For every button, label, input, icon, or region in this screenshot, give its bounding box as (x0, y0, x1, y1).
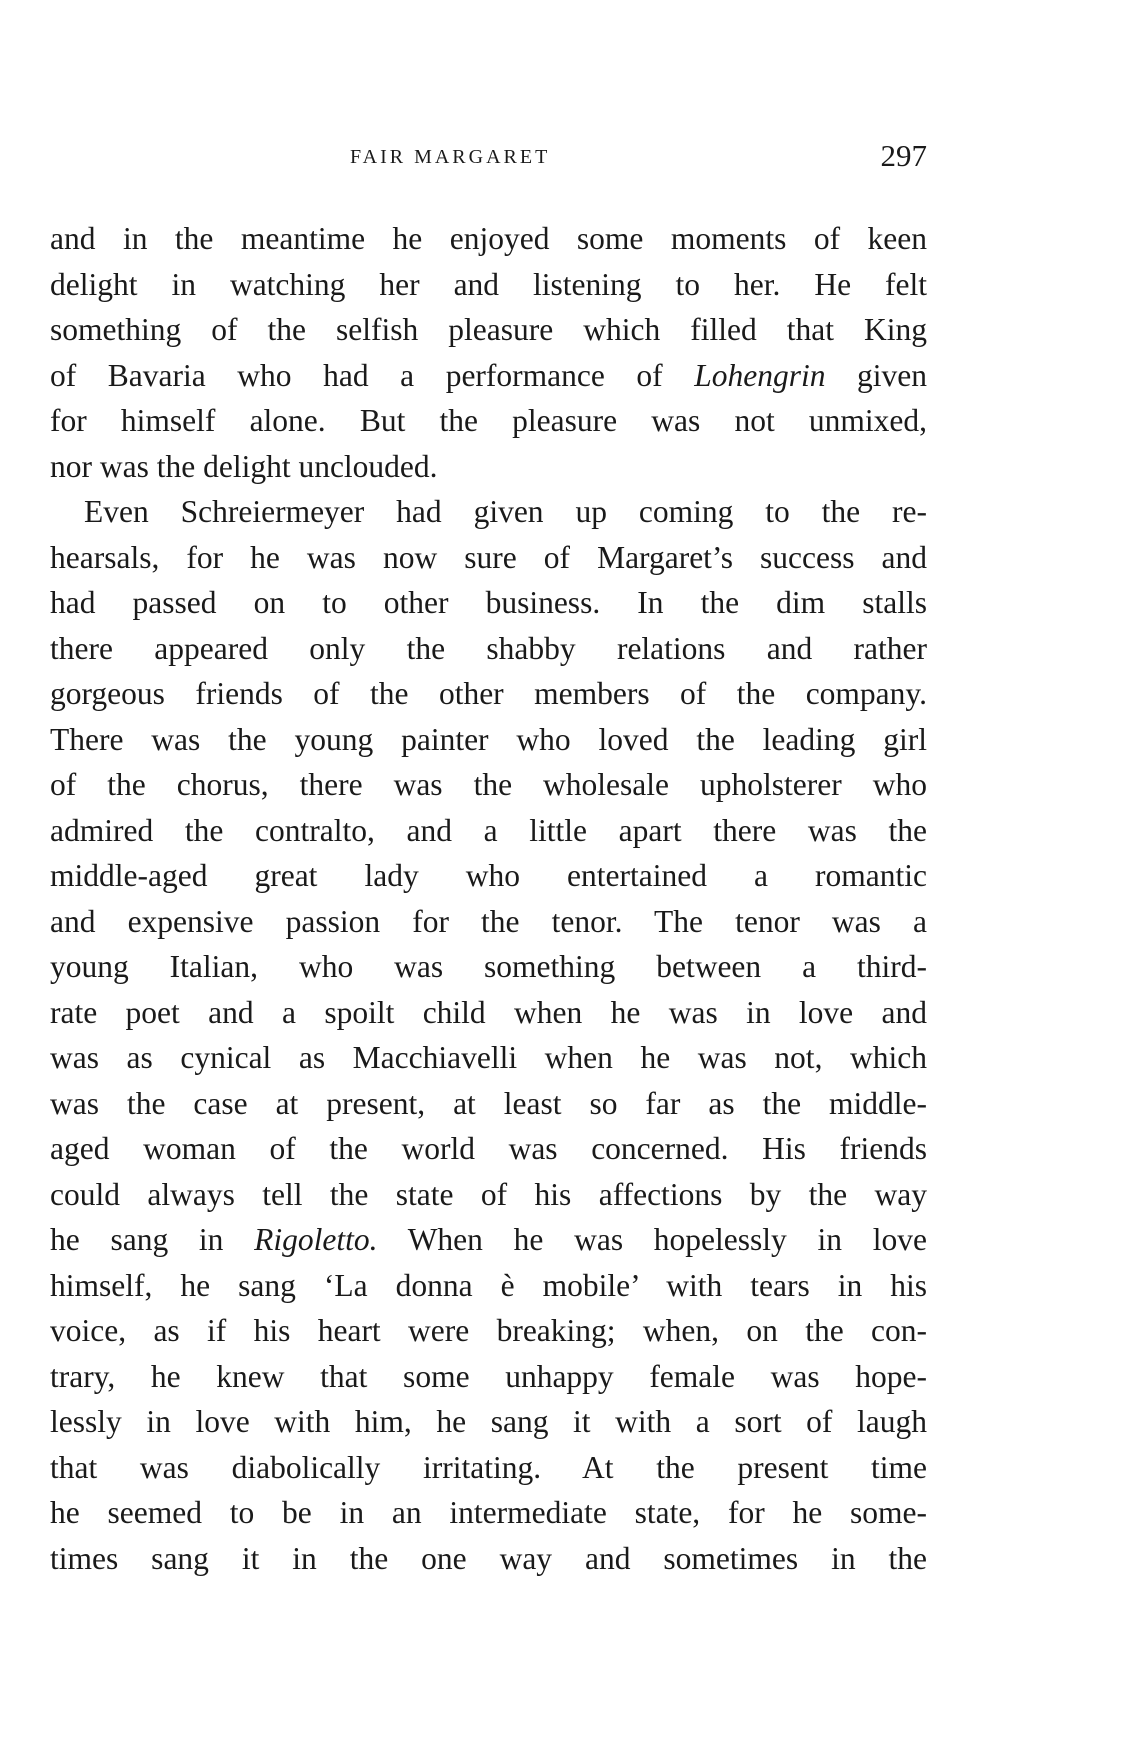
text-line: for himself alone. But the pleasure was not unmixed, (50, 403, 927, 438)
text-segment: When he was hopelessly in love (377, 1222, 927, 1257)
text-line: could always tell the state of his affections by the way (50, 1176, 927, 1212)
text-line: rate poet and a spoilt child when he was in love and (50, 994, 927, 1030)
text-line: something of the selfish pleasure which filled that King (50, 312, 927, 347)
text-line: delight in watching her and listening to her. He felt (50, 266, 927, 302)
text-line: and expensive passion for the tenor. The tenor was a (50, 903, 927, 939)
text-line: Even Schreiermeyer had given up coming to the re- (84, 494, 927, 529)
text-line: admired the contralto, and a little apart there was the (50, 812, 927, 848)
text-line: middle-aged great lady who entertained a romantic (50, 858, 927, 893)
text-segment: given (825, 357, 928, 393)
text-line (50, 1217, 927, 1263)
text-line: voice, as if his heart were breaking; when, on the con- (50, 1313, 927, 1348)
text-line (50, 353, 927, 399)
text-line: nor was the delight unclouded. (50, 448, 438, 484)
page-number: 297 (880, 138, 927, 173)
text-line: he seemed to be in an intermediate state, for he some- (50, 1495, 927, 1530)
paragraph-1 (50, 216, 927, 489)
running-title: FAIR MARGARET (350, 146, 551, 168)
text-line: that was diabolically irritating. At the present time (50, 1449, 927, 1485)
text-line: himself, he sang ‘La donna è mobile’ with tears in his (50, 1267, 927, 1303)
text-line: aged woman of the world was concerned. His friends (50, 1131, 927, 1166)
text-line: had passed on to other business. In the dim stalls (50, 585, 927, 620)
text-segment: he sang in (50, 1222, 255, 1257)
text-line: young Italian, who was something between a third- (50, 949, 927, 984)
text-line: was the case at present, at least so far as the middle- (50, 1085, 927, 1121)
text-line: gorgeous friends of the other members of the company. (50, 676, 927, 711)
text-line: and in the meantime he enjoyed some moments of keen (50, 221, 927, 256)
paragraph-2 (50, 489, 927, 1581)
body-text (50, 216, 927, 1581)
running-head (50, 138, 927, 178)
text-line: was as cynical as Macchiavelli when he was not, which (50, 1040, 927, 1075)
text-line: hearsals, for he was now sure of Margaret’s success and (50, 539, 927, 575)
text-line: of the chorus, there was the wholesale upholsterer who (50, 767, 927, 802)
text-line: there appeared only the shabby relations and rather (50, 630, 927, 666)
text-segment: of Bavaria who had a performance of (50, 357, 695, 393)
text-line: There was the young painter who loved the leading girl (50, 721, 927, 757)
italic-title-lohengrin: Lohengrin (694, 357, 826, 393)
text-line: times sang it in the one way and sometimes in the (50, 1540, 927, 1576)
text-line: trary, he knew that some unhappy female was hope- (50, 1358, 927, 1394)
text-line: lessly in love with him, he sang it with a sort of laugh (50, 1404, 927, 1439)
italic-title-rigoletto: Rigoletto. (254, 1222, 378, 1257)
